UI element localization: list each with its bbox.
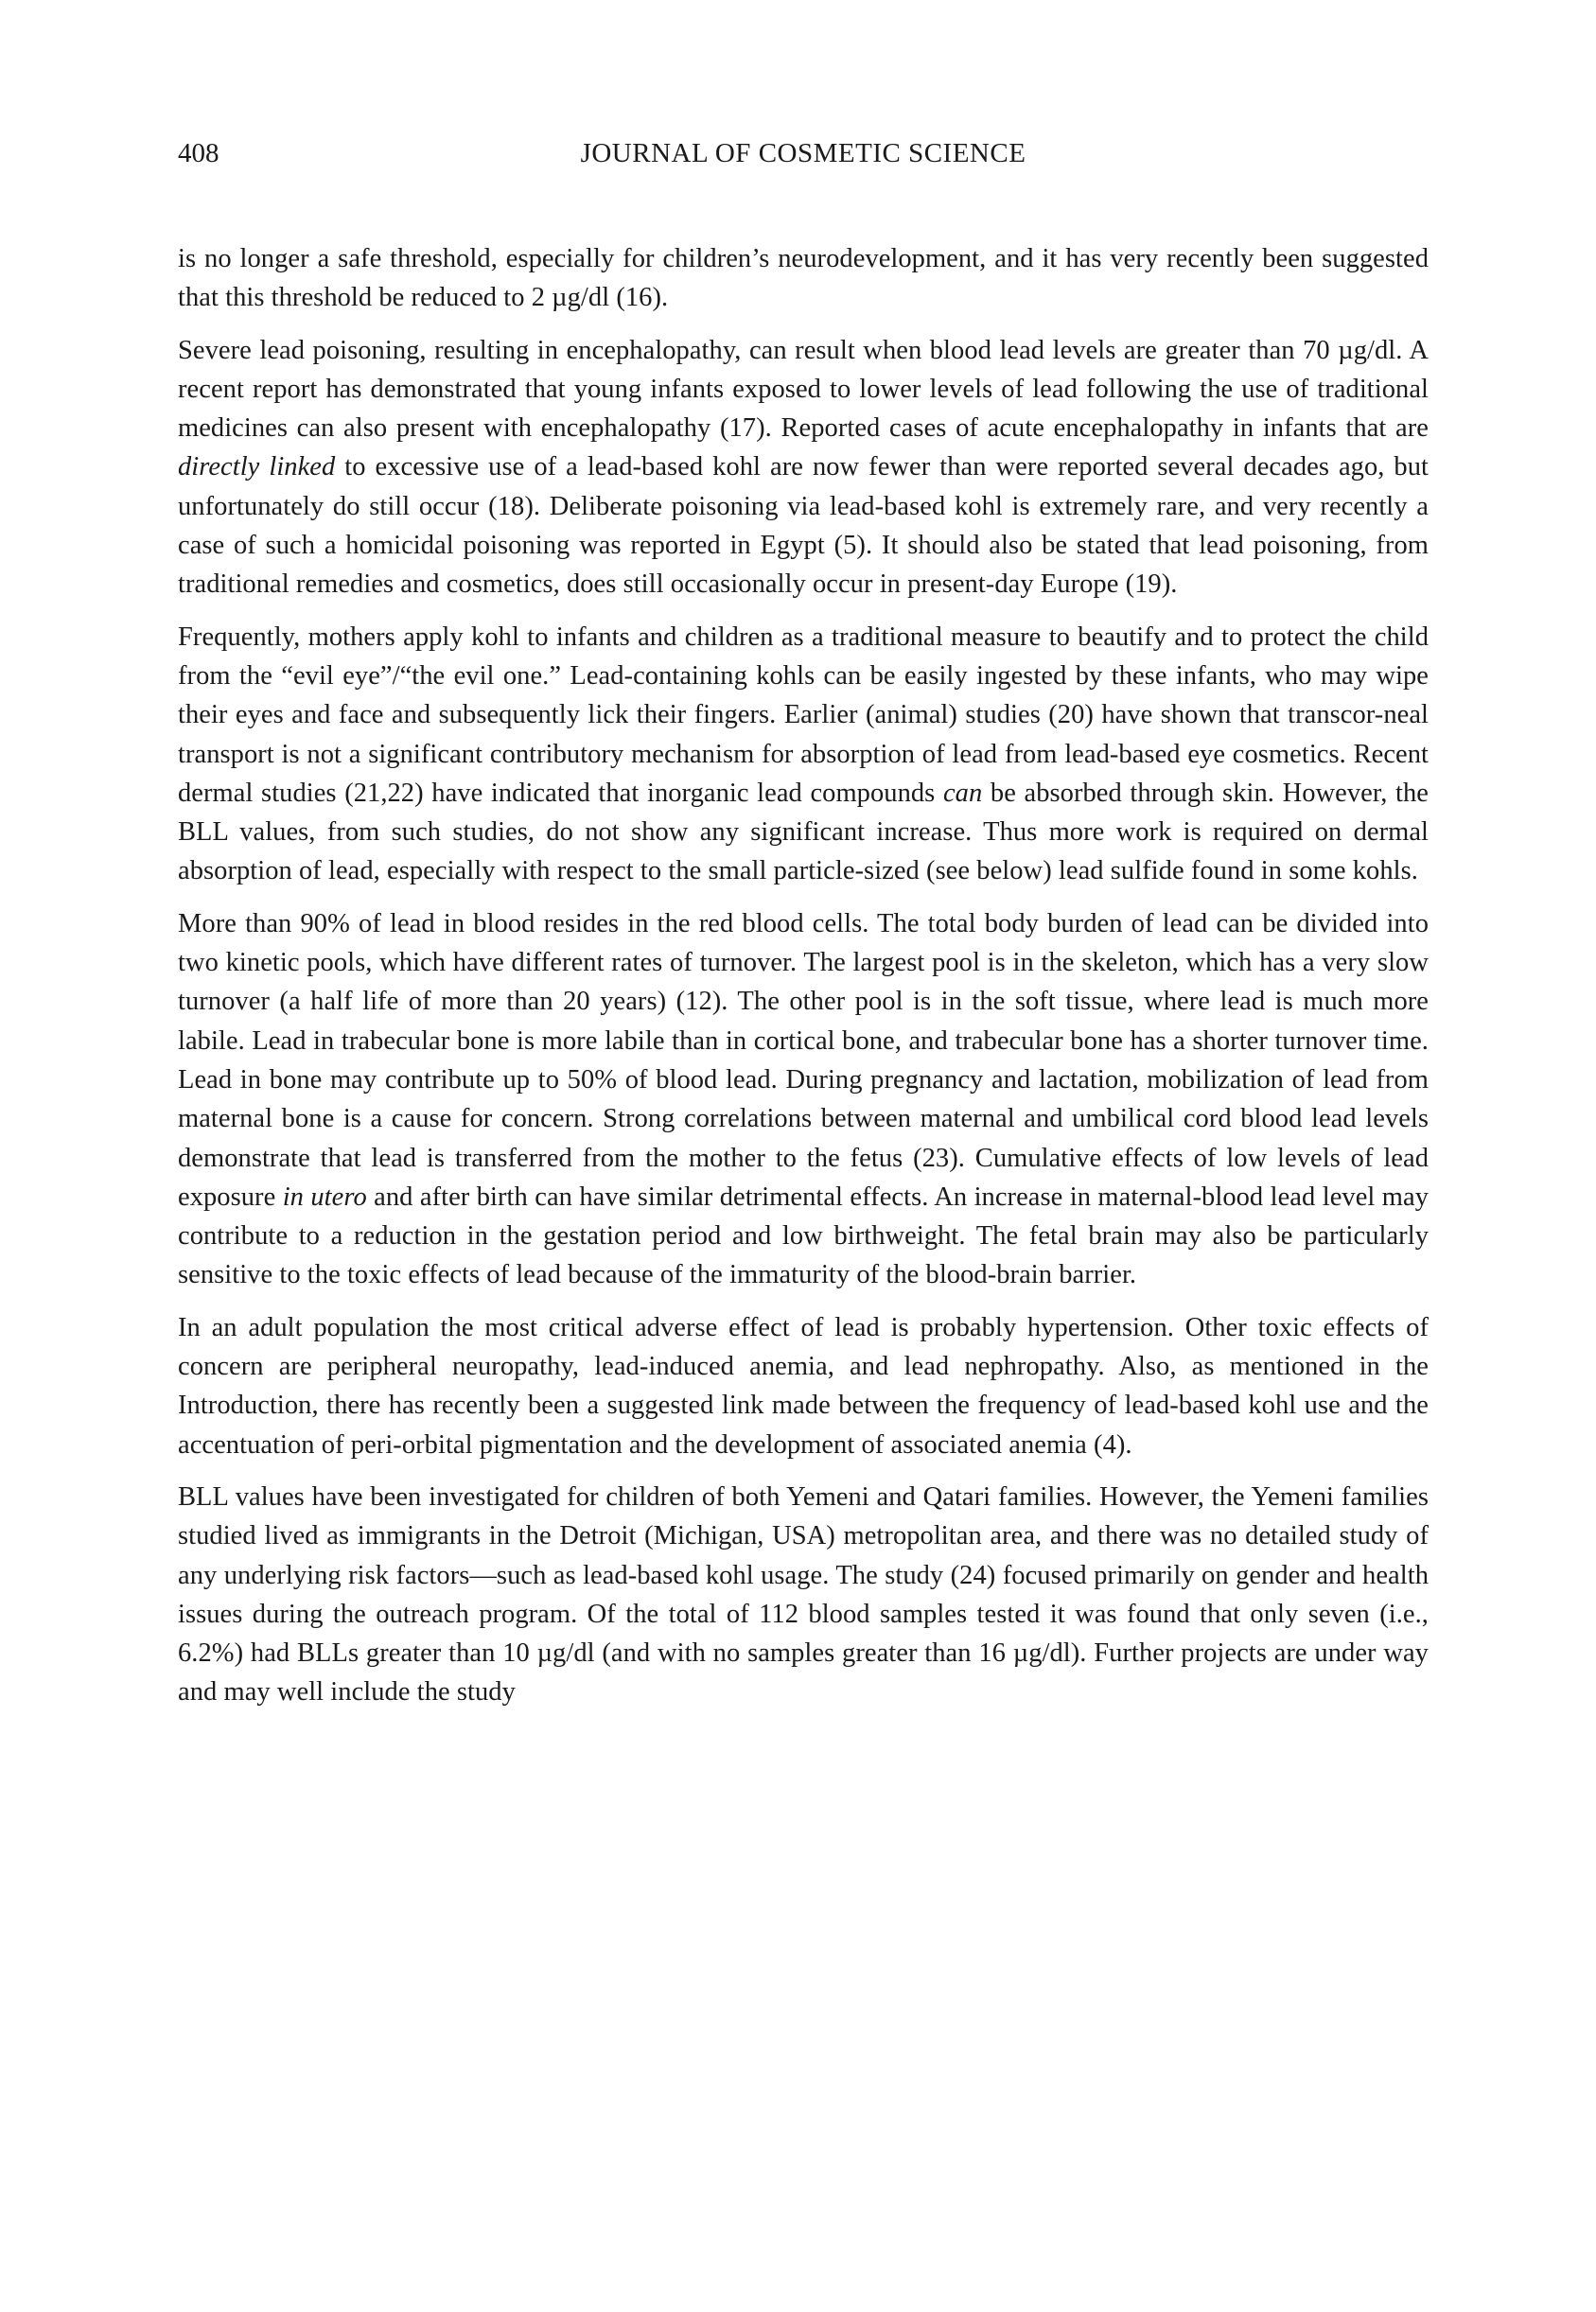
journal-title: JOURNAL OF COSMETIC SCIENCE [580,138,1026,168]
paragraph-severe-poisoning: Severe lead poisoning, resulting in encephalopathy, can result when blood lead levels are greater than 70 µg/dl. A recent report has demonstrated that young infants exposed to lower levels of lead following the use of traditional medicines can also present with encephalopathy (17). Reported cases of acute encephalopathy in infants that are directly linked to excessive use of a lead-based kohl are now fewer than were reported several decades ago, but unfortunately do still occur (18). Deliberate poisoning via lead-based kohl is extremely rare, and very recently a case of such a homicidal poisoning was reported in Egypt (5). It should also be stated that lead poisoning, from traditional remedies and cosmetics, does still occasionally occur in present-day Europe (19). [178,335,1429,600]
paragraph-blood-lead-kinetics: More than 90% of lead in blood resides in the red blood cells. The total body burden of lead can be divided into two kinetic pools, which have different rates of turnover. The largest pool is in the skeleton, which has a very slow turnover (a half life of more than 20 years) (12). The other pool is in the soft tissue, where lead is much more labile. Lead in trabecular bone is more labile than in cortical bone, and trabecular bone has a shorter turnover time. Lead in bone may contribute up to 50% of blood lead. During pregnancy and lactation, mobilization of lead from maternal bone is a cause for concern. Strong correlations between maternal and umbilical cord blood lead levels demonstrate that lead is transferred from the mother to the fetus (23). Cumulative effects of low levels of lead exposure in utero and after birth can have similar detrimental effects. An increase in maternal-blood lead level may contribute to a reduction in the gestation period and low birthweight. The fetal brain may also be particularly sensitive to the toxic effects of lead because of the immaturity of the blood-brain barrier. [178,908,1429,1290]
emphasis-directly-linked: directly linked [178,452,336,482]
paragraph-adult-effects: In an adult population the most critical adverse effect of lead is probably hypertension. Other toxic effects of concern are peripheral neuropathy, lead-induced anemia, and lead nephropathy. Also, as mentioned in the Introduction, there has recently been a suggested link made between the frequency of lead-based kohl use and the accentuation of peri-orbital pigmentation and the development of associated anemia (4). [178,1312,1429,1460]
paragraph-infant-exposure: Frequently, mothers apply kohl to infants and children as a traditional measure to beautify and to protect the child from the “evil eye”/“the evil one.” Lead-containing kohls can be easily ingested by these infants, who may wipe their eyes and face and subsequently lick their fingers. Earlier (animal) studies (20) have shown that transcor-neal transport is not a significant contributory mechanism for absorption of lead from lead-based eye cosmetics. Recent dermal studies (21,22) have indicated that inorganic lead compounds can be absorbed through skin. However, the BLL values, from such studies, do not show any significant increase. Thus more work is required on dermal absorption of lead, especially with respect to the small particle-sized (see below) lead sulfide found in some kohls. [178,622,1429,886]
paragraph-threshold: is no longer a safe threshold, especially for children’s neurodevelopment, and it has very recently been suggested that this threshold be reduced to 2 µg/dl (16). [178,244,1429,313]
running-head [178,134,1429,172]
emphasis-in-utero: in utero [282,1182,367,1212]
body-text [178,239,1429,1725]
emphasis-can: can [942,778,983,808]
paragraph-bll-studies: BLL values have been investigated for children of both Yemeni and Qatari families. However, the Yemeni families studied lived as immigrants in the Detroit (Michigan, USA) metropolitan area, and there was no detailed study of any underlying risk factors—such as lead-based kohl usage. The study (24) focused primarily on gender and health issues during the outreach program. Of the total of 112 blood samples tested it was found that only seven (i.e., 6.2%) had BLLs greater than 10 µg/dl (and with no samples greater than 16 µg/dl). Further projects are under way and may well include the study [178,1481,1429,1708]
page-number: 408 [178,138,219,168]
